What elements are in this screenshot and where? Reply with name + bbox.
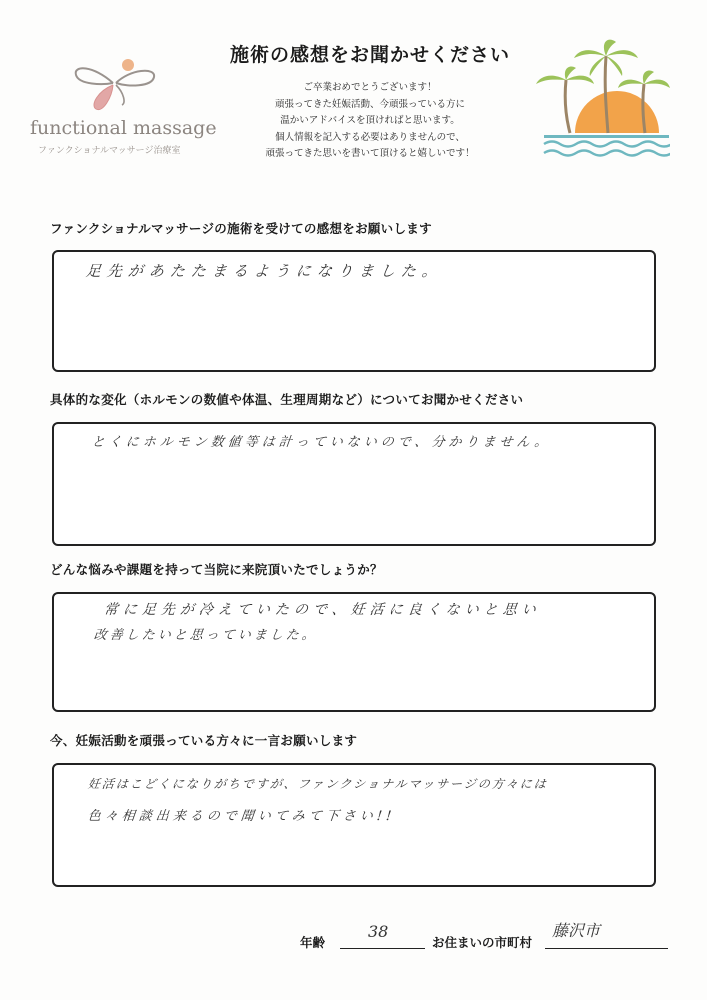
age-underline[interactable] [340, 948, 425, 949]
answer-4-line-2: 色々相談出来るので聞いてみて下さい!! [87, 809, 397, 824]
question-2-label: 具体的な変化（ホルモンの数値や体温、生理周期など）についてお聞かせください [50, 392, 524, 407]
city-value: 藤沢市 [552, 921, 601, 940]
intro-line: 個人情報を記入する必要はありませんので、 [275, 131, 465, 143]
answer-4-box[interactable] [52, 763, 656, 887]
answer-3-line-2: 改善したいと思っていました。 [93, 628, 319, 643]
brand-subtitle: ファンクショナルマッサージ治療室 [38, 146, 181, 156]
answer-1-line-1: 足先があたたまるようになりました。 [85, 262, 444, 280]
answer-2-box[interactable] [52, 422, 656, 546]
palm-beach-icon [530, 38, 670, 163]
brand-name: functional massage [30, 117, 217, 139]
answer-1-box[interactable] [52, 250, 656, 372]
question-3-label: どんな悩みや課題を持って当院に来院頂いたでしょうか？ [50, 562, 383, 577]
answer-3-line-1: 常に足先が冷えていたので、妊活に良くないと思い [103, 602, 542, 618]
intro-line: 頑張ってきた思いを書いて頂けると嬉しいです！ [265, 148, 475, 159]
city-underline[interactable] [545, 948, 668, 949]
answer-3-box[interactable] [52, 592, 656, 712]
city-label: お住まいの市町村 [432, 935, 533, 950]
answer-4-line-1: 妊活はこどくになりがちですが、ファンクショナルマッサージの方々には [87, 777, 549, 791]
age-label: 年齢 [300, 935, 326, 950]
answer-2-line-1: とくにホルモン数値等は計っていないので、分かりません。 [91, 435, 553, 450]
brand-logo [30, 55, 217, 160]
butterfly-logo-icon [68, 55, 163, 115]
question-4-label: 今、妊娠活動を頑張っている方々に一言お願いします [50, 733, 358, 748]
intro-line: ご卒業おめでとうございます！ [303, 82, 437, 93]
intro-text [225, 80, 515, 163]
age-value: 38 [368, 922, 389, 941]
question-1-label: ファンクショナルマッサージの施術を受けての感想をお願いします [50, 221, 432, 236]
intro-line: 温かいアドバイスを頂ければと思います。 [280, 115, 460, 126]
page-title: 施術の感想をお聞かせください [229, 44, 510, 66]
intro-line: 頑張ってきた妊娠活動、今頑張っている方に [274, 98, 465, 110]
